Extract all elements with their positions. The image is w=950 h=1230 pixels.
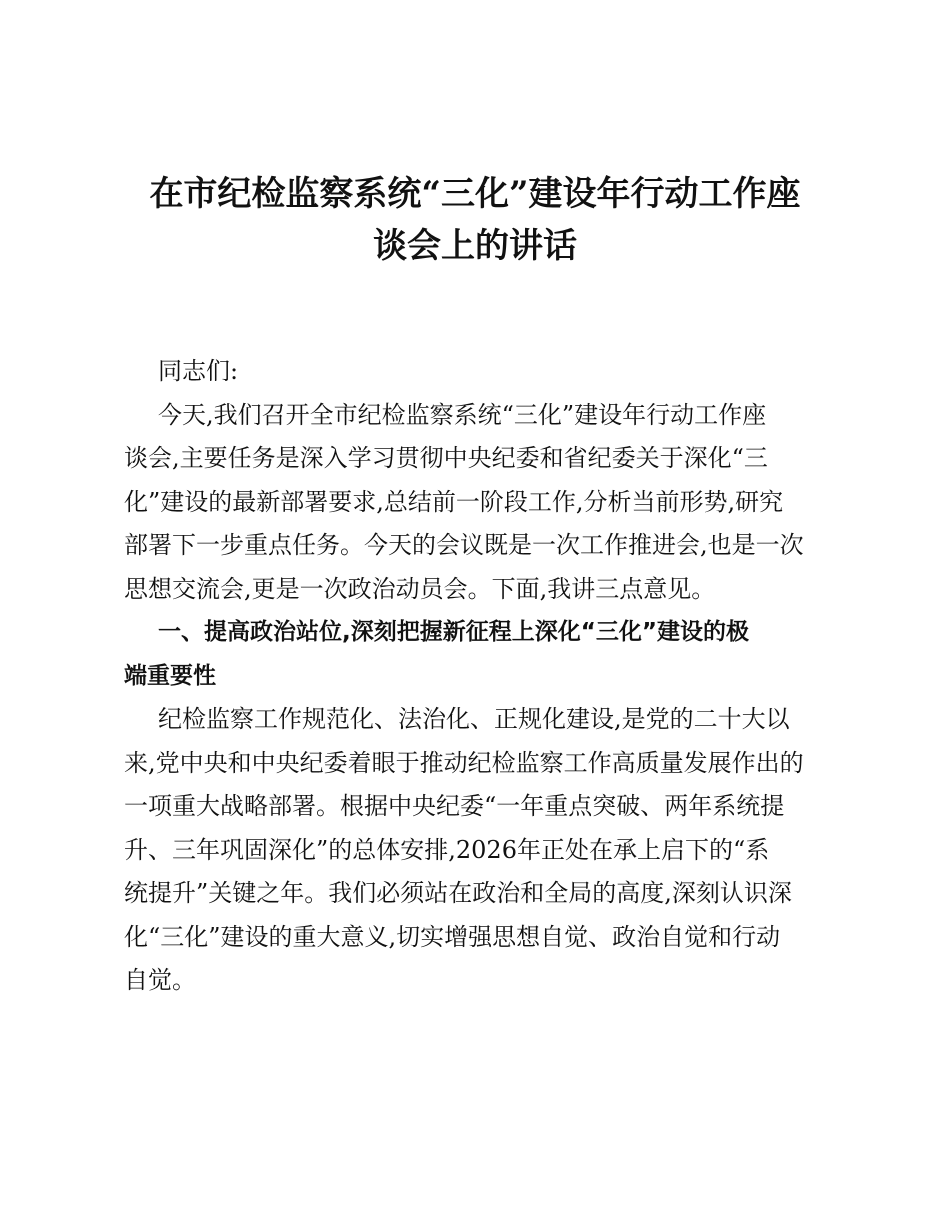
paragraph-line: 化“三化”建设的重大意义,切实增强思想自觉、政治自觉和行动 xyxy=(124,922,781,951)
paragraph-opening xyxy=(124,394,834,612)
paragraph-line: 谈会,主要任务是深入学习贯彻中央纪委和省纪委关于深化“三 xyxy=(124,444,768,472)
paragraph-line: 一项重大战略部署。根据中央纪委“一年重点突破、两年系统提 xyxy=(124,792,785,820)
paragraph-line: 升、三年巩固深化”的总体安排,2026年正处在承上启下的“系 xyxy=(124,835,770,864)
heading-line: 一、提高政治站位,深刻把握新征程上深化“三化”建设的极 xyxy=(158,619,749,645)
document-title xyxy=(120,168,830,272)
paragraph-line: 来,党中央和中央纪委着眼于推动纪检监察工作高质量发展作出的 xyxy=(124,748,804,777)
section-heading-1 xyxy=(124,611,834,698)
paragraph-line: 统提升”关键之年。我们必须站在政治和全局的高度,深刻认识深 xyxy=(124,879,792,907)
paragraph-line: 部署下一步重点任务。今天的会议既是一次工作推进会,也是一次 xyxy=(124,531,804,559)
document-body xyxy=(124,350,834,1003)
paragraph-line: 自觉。 xyxy=(124,966,196,994)
title-line: 在市纪检监察系统“三化”建设年行动工作座 xyxy=(149,174,801,214)
title-line: 谈会上的讲话 xyxy=(373,226,577,266)
salutation-text: 同志们: xyxy=(158,357,239,385)
salutation xyxy=(124,350,834,394)
paragraph-section-1 xyxy=(124,698,834,1003)
paragraph-line: 化”建设的最新部署要求,总结前一阶段工作,分析当前形势,研究 xyxy=(124,487,784,516)
heading-line: 端重要性 xyxy=(124,662,216,689)
paragraph-line: 纪检监察工作规范化、法治化、正规化建设,是党的二十大以 xyxy=(158,705,790,733)
paragraph-line: 思想交流会,更是一次政治动员会。下面,我讲三点意见。 xyxy=(124,574,716,603)
paragraph-line: 今天,我们召开全市纪检监察系统“三化”建设年行动工作座 xyxy=(158,400,767,429)
